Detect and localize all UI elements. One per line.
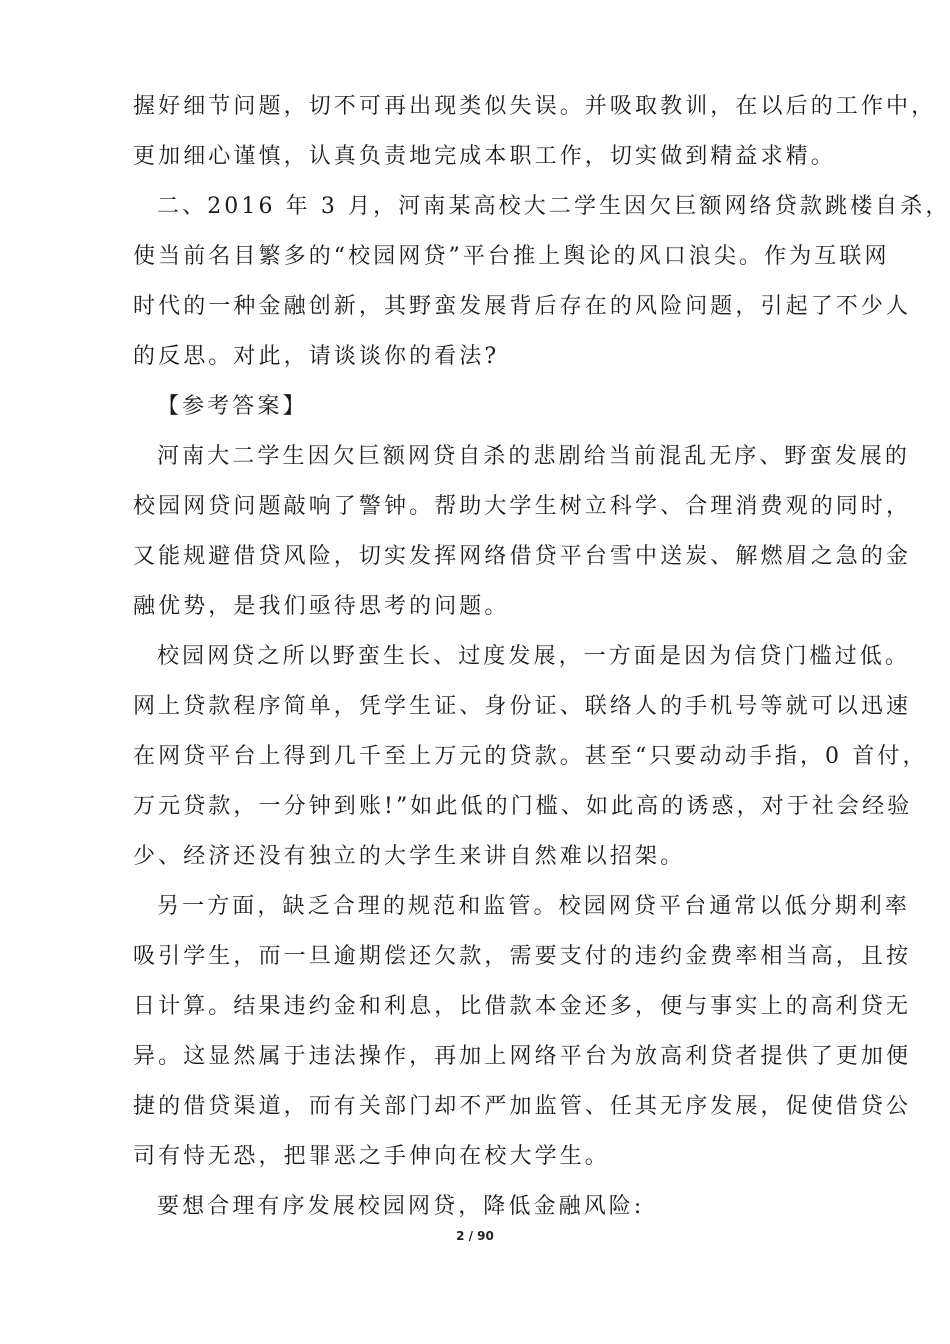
- text-line: 要想合理有序发展校园网贷，降低金融风险:: [157, 1194, 645, 1219]
- reference-answer-heading: 【参考答案】: [157, 394, 308, 419]
- text-line: 时代的一种金融创新，其野蛮发展背后存在的风险问题，引起了不少人: [133, 294, 912, 319]
- text-line: 握好细节问题，切不可再出现类似失误。并吸取教训，在以后的工作中，: [133, 94, 937, 119]
- text-line: 校园网贷之所以野蛮生长、过度发展，一方面是因为信贷门槛过低。: [157, 644, 911, 669]
- text-line: 少、经济还没有独立的大学生来讲自然难以招架。: [133, 844, 686, 869]
- text-line: 使当前名目繁多的“校园网贷”平台推上舆论的风口浪尖。作为互联网: [133, 244, 890, 269]
- paragraph: [133, 432, 912, 632]
- paragraph: [133, 182, 950, 382]
- text-line: 异。这显然属于违法操作，再加上网络平台为放高利贷者提供了更加便: [133, 1044, 912, 1069]
- text-line: 捷的借贷渠道，而有关部门却不严加监管、任其无序发展，促使借贷公: [133, 1094, 912, 1119]
- paragraph: [133, 632, 928, 882]
- text-line: 又能规避借贷风险，切实发挥网络借贷平台雪中送炭、解燃眉之急的金: [133, 544, 912, 569]
- text-line: 在网贷平台上得到几千至上万元的贷款。甚至“只要动动手指，0 首付，: [133, 744, 928, 769]
- text-line: 日计算。结果违约金和利息，比借款本金还多，便与事实上的高利贷无: [133, 994, 912, 1019]
- text-line: 校园网贷问题敲响了警钟。帮助大学生树立科学、合理消费观的同时，: [133, 494, 912, 519]
- document-body: [133, 82, 950, 1232]
- text-line: 更加细心谨慎，认真负责地完成本职工作，切实做到精益求精。: [133, 144, 836, 169]
- paragraph: [133, 882, 912, 1182]
- text-line: 网上贷款程序简单，凭学生证、身份证、联络人的手机号等就可以迅速: [133, 694, 912, 719]
- text-line: 万元贷款，一分钟到账!”如此低的门槛、如此高的诱惑，对于社会经验: [133, 794, 913, 819]
- text-line: 司有恃无恐，把罪恶之手伸向在校大学生。: [133, 1144, 610, 1169]
- page-number: 2 / 90: [456, 1229, 494, 1243]
- text-line: 融优势，是我们亟待思考的问题。: [133, 594, 510, 619]
- paragraph: [133, 82, 937, 182]
- text-line: 吸引学生，而一旦逾期偿还欠款，需要支付的违约金费率相当高，且按: [133, 944, 912, 969]
- text-line: 河南大二学生因欠巨额网贷自杀的悲剧给当前混乱无序、野蛮发展的: [157, 444, 911, 469]
- text-line: 二、2016 年 3 月，河南某高校大二学生因欠巨额网络贷款跳楼自杀，: [157, 194, 950, 219]
- text-line: 的反思。对此，请谈谈你的看法?: [133, 344, 500, 369]
- text-line: 另一方面，缺乏合理的规范和监管。校园网贷平台通常以低分期利率: [157, 894, 911, 919]
- paragraph: [133, 382, 893, 432]
- paragraph: [133, 1182, 893, 1232]
